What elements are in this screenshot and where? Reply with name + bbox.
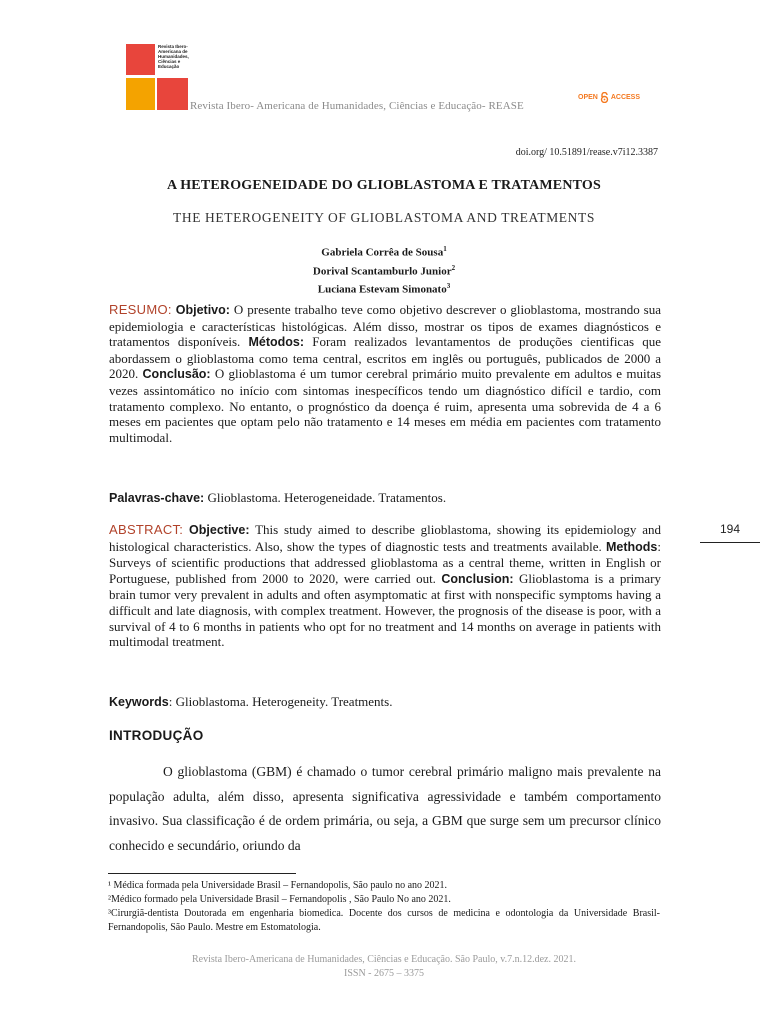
metodos-label: Métodos: xyxy=(248,335,305,350)
resumo-paragraph xyxy=(109,302,661,445)
abstract-paragraph xyxy=(109,522,661,650)
logo-square-red-2 xyxy=(157,78,188,110)
footnotes xyxy=(108,879,660,935)
open-access-badge xyxy=(578,92,640,103)
conclusao-label: Conclusão: xyxy=(142,367,211,382)
palavras-chave xyxy=(109,490,661,507)
page-footer xyxy=(108,953,660,981)
intro-paragraph: O glioblastoma (GBM) é chamado o tumor cerebral primário maligno mais prevalente na população adulta, além disso, apresenta significativa agressividade e também comportamento invasivo. Sua classificação é de ordem primária, ou seja, a GBM que surge sem um precursor clínico conhecido e secundário, oriundo da xyxy=(109,764,661,853)
logo-square-red xyxy=(126,44,155,75)
keywords-label: Keywords xyxy=(109,695,169,709)
author: Gabriela Corrêa de Sousa$^1$ xyxy=(321,245,447,259)
objective-label: Objective: xyxy=(189,523,250,537)
doi-link[interactable]: doi.org/ 10.51891/rease.v7i12.3387 xyxy=(515,147,658,158)
open-lock-icon xyxy=(600,92,609,103)
conclusion-text: Glioblastoma is a primary brain tumor very prevalent in adults and often asymptomatic at first with nonspecific symptoms having a difficult and late diagnosis, with complex treatment. However, the prognosis of the disease is poor, with a survival of 4 to 6 months in patients who opt for no treatment and 14 months on average in patients with multimodal treatment. xyxy=(109,570,661,650)
methods-label: Methods xyxy=(605,539,658,554)
objective-text: This study aimed to describe glioblastoma, showing its epidemiology and histological characteristics. Also, show the types of diagnostic tests and treatments available. xyxy=(109,522,661,554)
palavras-chave-text: Glioblastoma. Heterogeneidade. Tratamentos. xyxy=(204,490,447,505)
conclusion-label: Conclusion: xyxy=(441,571,514,586)
keywords-text: : Glioblastoma. Heterogeneity. Treatments. xyxy=(168,694,393,709)
journal-header: Revista Ibero- Americana de Humanidades, Ciências e Educação- REASE xyxy=(190,100,524,112)
footnote-divider xyxy=(108,873,296,874)
title-english: THE HETEROGENEITY OF GLIOBLASTOMA AND TREATMENTS xyxy=(173,210,595,225)
objetivo-label: Objetivo: xyxy=(175,303,230,317)
open-access-right: ACCESS xyxy=(610,94,641,101)
methods-text: : Surveys of scientific productions that addressed glioblastoma as a central theme, written in English or Portuguese, published from 2000 to 2020, were carried out. xyxy=(109,538,661,586)
author: Dorival Scantamburlo Junior$^2$ xyxy=(312,263,456,278)
palavras-chave-label: Palavras-chave: xyxy=(109,491,205,505)
author: Luciana Estevam Simonato$^3$ xyxy=(317,282,451,296)
metodos-text: Foram realizados levantamentos de produções cientificas que abordassem o glioblastoma como tema central, escritos em inglês ou português, publicados de 2000 a 2020. xyxy=(109,334,661,382)
abstract-label: ABSTRACT: xyxy=(109,522,184,537)
logo-square-orange xyxy=(126,78,155,110)
author-list xyxy=(108,242,660,298)
objetivo-text: O presente trabalho teve como objetivo descrever o glioblastoma, mostrando sua epidemiologia e características histológicas. Além disso, mostrar os tipos de exames diagnósticos e tratamentos disponíveis. xyxy=(109,302,661,350)
footnote: ¹ Médica formada pela Universidade Brasil – Fernandopolis, São paulo no ano 2021. xyxy=(108,880,448,891)
page-number: 194 xyxy=(720,522,741,536)
footer-citation: Revista Ibero-Americana de Humanidades, Ciências e Educação. São Paulo, v.7.n.12.dez. 2021. xyxy=(192,954,576,965)
footnote: ²Médico formado pela Universidade Brasil – Fernandopolis , São Paulo No ano 2021. xyxy=(108,894,451,905)
page-number-rule xyxy=(700,542,760,543)
logo-text: Revista Ibero-Americana de Humanidades, Ciências e Educação xyxy=(158,44,189,69)
title-portuguese: A HETEROGENEIDADE DO GLIOBLASTOMA E TRATAMENTOS xyxy=(166,178,602,193)
section-heading: INTRODUÇÃO xyxy=(109,728,204,743)
resumo-label: RESUMO: xyxy=(109,302,172,317)
footnote: ³Cirurgiã-dentista Doutorada em engenharia biomedica. Docente dos cursos de medicina e odontologia da Universidade Brasil- Fernandopolis, São Paulo. Mestre em Estomatologia. xyxy=(108,908,660,933)
keywords xyxy=(109,694,661,711)
footer-issn: ISSN - 2675 – 3375 xyxy=(343,968,424,979)
conclusao-text: O glioblastoma é um tumor cerebral primário muito prevalente em adultos e muitas vezes assintomático no início com sintomas inespecíficos tendo um diagnóstico difícil e tardio, com tratamento complexo. No entanto, o prognóstico da doença é ruim, apresenta uma sobrevida de 4 a 6 meses em pacientes que optam pelo não tratamento e 14 meses em média em pacientes com tratamento multimodal. xyxy=(109,366,662,445)
open-access-left: OPEN xyxy=(578,94,598,101)
